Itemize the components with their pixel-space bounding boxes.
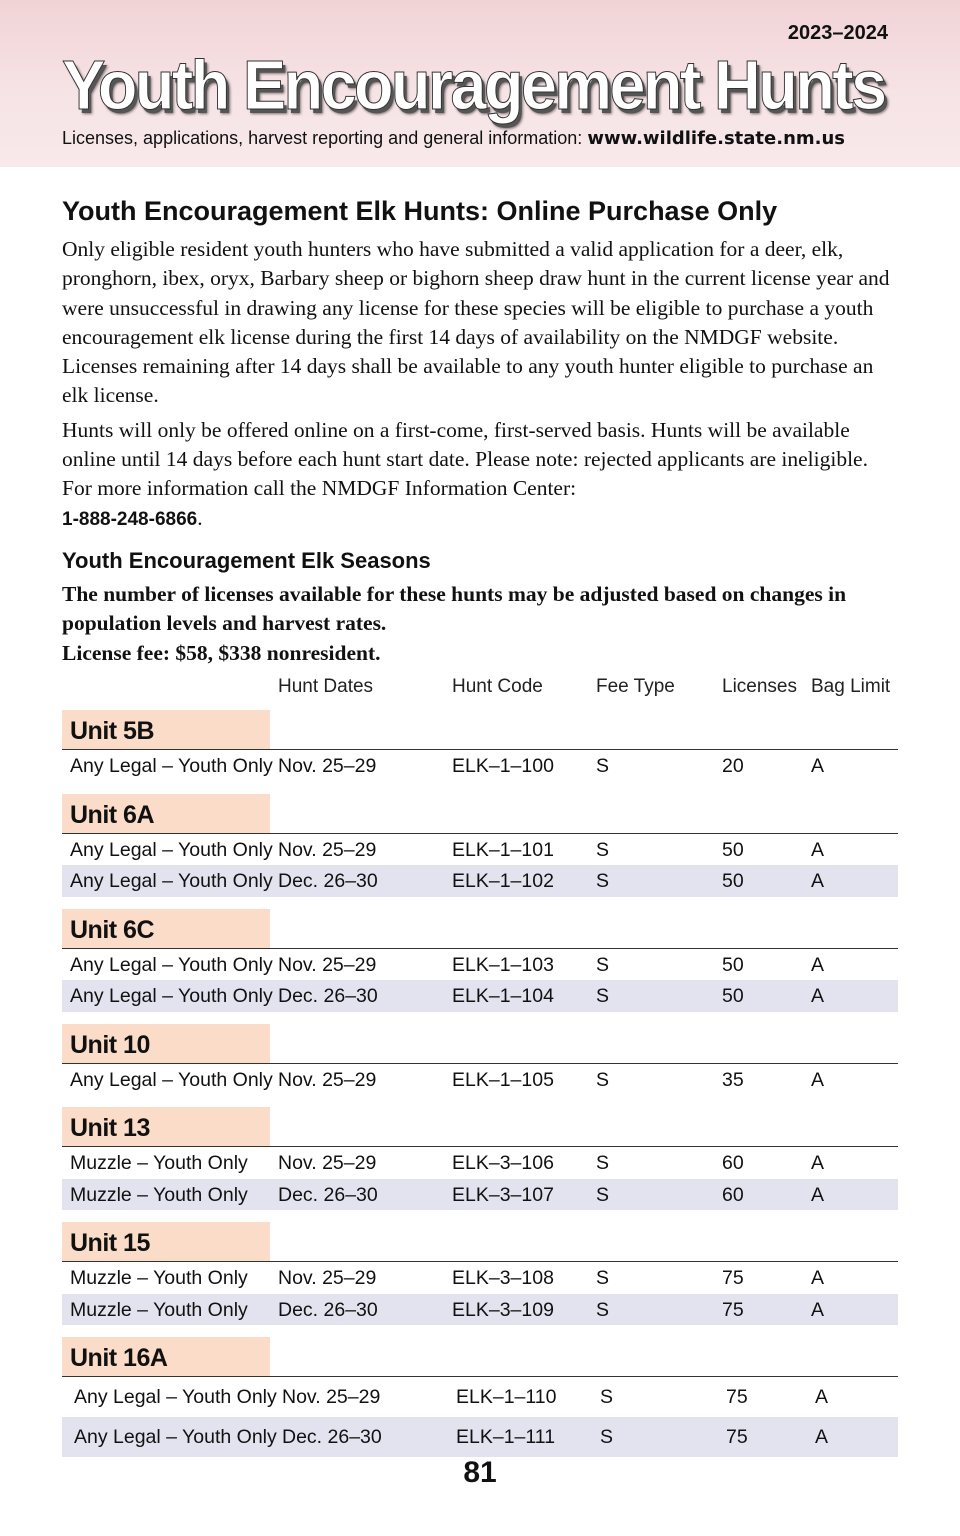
license-adjustment-note: The number of licenses available for these hunts may be adjusted based on changes in population levels and harvest rates. <box>62 581 847 636</box>
cell-hunt-type: Any Legal – Youth Only <box>70 985 273 1007</box>
page-title: Youth Encouragement Hunts <box>62 46 885 124</box>
cell-bag-limit: A <box>811 1152 825 1174</box>
unit-label: Unit 5B <box>62 710 270 749</box>
table-row <box>62 834 898 866</box>
cell-licenses: 20 <box>722 755 744 777</box>
cell-fee-type: S <box>596 953 610 976</box>
cell-bag-limit: A <box>815 1386 829 1408</box>
table-row <box>62 980 898 1012</box>
cell-fee-type: S <box>596 1183 610 1206</box>
cell-fee-type: S <box>596 1267 610 1289</box>
unit-label: Unit 6A <box>62 794 270 833</box>
unit-label: Unit 10 <box>62 1024 270 1063</box>
cell-hunt-type: Any Legal – Youth Only <box>74 1426 277 1448</box>
cell-hunt-dates: Nov. 25–29 <box>278 755 377 777</box>
cell-bag-limit: A <box>811 1267 825 1289</box>
cell-hunt-dates: Nov. 25–29 <box>278 838 377 861</box>
table-row <box>62 1262 898 1294</box>
cell-hunt-dates: Nov. 25–29 <box>278 953 377 976</box>
cell-hunt-dates: Dec. 26–30 <box>278 870 378 892</box>
cell-fee-type: S <box>596 1152 610 1174</box>
header-hunt-code: Hunt Code <box>452 676 543 697</box>
cell-fee-type: S <box>596 838 610 861</box>
eligibility-paragraph: Only eligible resident youth hunters who have submitted a valid application for a deer, elk, pronghorn, ibex, oryx, Barbary sheep or bighorn sheep draw hunt in the current license year and were unsuccessful in drawing any license for these species will be eligible to purchase a youth encouragement elk license during the first 14 days of availability on the NMDGF website. Licenses remaining after 14 days shall be available to any youth hunter eligible to purchase an elk license. <box>62 237 890 408</box>
cell-hunt-type: Any Legal – Youth Only <box>70 870 273 892</box>
cell-bag-limit: A <box>811 1298 825 1321</box>
table-row <box>62 1377 898 1417</box>
season-year: 2023–2024 <box>787 22 888 44</box>
cell-bag-limit: A <box>811 838 825 861</box>
page-header-banner <box>0 0 960 167</box>
seasons-title: Youth Encouragement Elk Seasons <box>62 547 431 573</box>
cell-licenses: 50 <box>722 953 744 976</box>
cell-fee-type: S <box>600 1426 614 1448</box>
header-hunt-dates: Hunt Dates <box>278 676 374 697</box>
cell-bag-limit: A <box>811 985 825 1007</box>
cell-hunt-type: Muzzle – Youth Only <box>70 1183 248 1206</box>
cell-hunt-type: Any Legal – Youth Only <box>70 755 273 777</box>
unit-label: Unit 16A <box>62 1337 270 1376</box>
cell-bag-limit: A <box>811 755 825 777</box>
header-bag-limit: Bag Limit <box>811 676 891 697</box>
unit-label: Unit 6C <box>62 909 270 948</box>
cell-hunt-code: ELK–3–108 <box>452 1267 554 1289</box>
cell-licenses: 60 <box>722 1152 744 1174</box>
cell-hunt-type: Any Legal – Youth Only <box>74 1386 277 1408</box>
cell-fee-type: S <box>596 985 610 1007</box>
unit-blocks <box>62 710 898 1457</box>
cell-fee-type: S <box>596 1068 610 1091</box>
cell-licenses: 75 <box>722 1267 744 1289</box>
unit-block <box>62 794 898 897</box>
header-subline <box>62 128 845 149</box>
table-row <box>62 1064 898 1096</box>
unit-label: Unit 13 <box>62 1107 270 1146</box>
cell-fee-type: S <box>596 870 610 892</box>
cell-bag-limit: A <box>815 1426 829 1448</box>
cell-bag-limit: A <box>811 953 825 976</box>
cell-licenses: 50 <box>722 838 744 861</box>
cell-hunt-dates: Nov. 25–29 <box>282 1386 381 1408</box>
cell-hunt-code: ELK–1–101 <box>452 838 554 861</box>
cell-licenses: 75 <box>726 1386 748 1408</box>
unit-label: Unit 15 <box>62 1222 270 1261</box>
cell-licenses: 50 <box>722 985 744 1007</box>
table-row <box>62 1179 898 1211</box>
header-licenses: Licenses <box>722 676 797 697</box>
cell-hunt-type: Any Legal – Youth Only <box>70 953 273 976</box>
cell-hunt-dates: Dec. 26–30 <box>282 1426 382 1448</box>
online-purchase-text: Hunts will only be offered online on a first-come, first-served basis. Hunts will be available online until 14 days before each hunt start date. Please note: rejected applicants are ineligible. For more information call the NMDGF Information Center: <box>62 417 868 501</box>
cell-fee-type: S <box>596 755 610 777</box>
cell-hunt-dates: Nov. 25–29 <box>278 1152 377 1174</box>
main-content <box>62 196 898 668</box>
hunt-table <box>62 676 898 1457</box>
cell-hunt-code: ELK–1–100 <box>452 755 554 777</box>
cell-hunt-type: Muzzle – Youth Only <box>70 1267 248 1289</box>
cell-hunt-type: Any Legal – Youth Only <box>70 838 273 861</box>
unit-block <box>62 1107 898 1210</box>
cell-hunt-code: ELK–1–105 <box>452 1068 554 1091</box>
cell-licenses: 35 <box>722 1068 744 1091</box>
unit-block <box>62 1337 898 1457</box>
cell-hunt-dates: Dec. 26–30 <box>278 1183 378 1206</box>
cell-hunt-code: ELK–3–106 <box>452 1152 554 1174</box>
cell-hunt-type: Muzzle – Youth Only <box>70 1152 248 1174</box>
subline-text: Licenses, applications, harvest reporting and general information: <box>62 128 583 148</box>
table-header <box>62 676 898 710</box>
cell-hunt-dates: Nov. 25–29 <box>278 1068 377 1091</box>
table-row <box>62 1294 898 1326</box>
cell-bag-limit: A <box>811 870 825 892</box>
cell-licenses: 75 <box>726 1426 748 1448</box>
cell-hunt-code: ELK–1–111 <box>456 1426 556 1448</box>
cell-hunt-type: Any Legal – Youth Only <box>70 1068 273 1091</box>
cell-hunt-code: ELK–1–104 <box>452 985 554 1007</box>
cell-fee-type: S <box>600 1386 614 1408</box>
cell-hunt-code: ELK–3–109 <box>452 1298 554 1321</box>
cell-hunt-code: ELK–1–103 <box>452 953 554 976</box>
section-title: Youth Encouragement Elk Hunts: Online Purchase Only <box>62 196 778 226</box>
cell-hunt-dates: Nov. 25–29 <box>278 1267 377 1289</box>
table-row <box>62 865 898 897</box>
cell-licenses: 75 <box>722 1298 744 1321</box>
cell-hunt-code: ELK–3–107 <box>452 1183 554 1206</box>
cell-licenses: 60 <box>722 1183 744 1206</box>
cell-hunt-dates: Dec. 26–30 <box>278 985 378 1007</box>
cell-bag-limit: A <box>811 1068 825 1091</box>
table-row <box>62 1417 898 1457</box>
header-fee-type: Fee Type <box>596 676 675 697</box>
cell-hunt-code: ELK–1–110 <box>456 1386 557 1408</box>
license-fee-note: License fee: $58, $338 nonresident. <box>62 640 381 665</box>
cell-hunt-dates: Dec. 26–30 <box>278 1298 378 1321</box>
cell-licenses: 50 <box>722 870 744 892</box>
table-row <box>62 949 898 981</box>
website-link[interactable]: www.wildlife.state.nm.us <box>587 128 846 149</box>
cell-hunt-type: Muzzle – Youth Only <box>70 1298 248 1321</box>
info-center-phone: 1-888-248-6866 <box>62 508 198 530</box>
unit-block <box>62 1222 898 1325</box>
cell-bag-limit: A <box>811 1183 825 1206</box>
cell-fee-type: S <box>596 1298 610 1321</box>
unit-block <box>62 1024 898 1096</box>
unit-block <box>62 710 898 782</box>
table-row <box>62 1147 898 1179</box>
cell-hunt-code: ELK–1–102 <box>452 870 554 892</box>
phone-suffix: . <box>197 505 203 530</box>
online-purchase-paragraph <box>62 416 898 534</box>
page-number: 81 <box>463 1456 497 1489</box>
table-row <box>62 750 898 782</box>
unit-block <box>62 909 898 1012</box>
